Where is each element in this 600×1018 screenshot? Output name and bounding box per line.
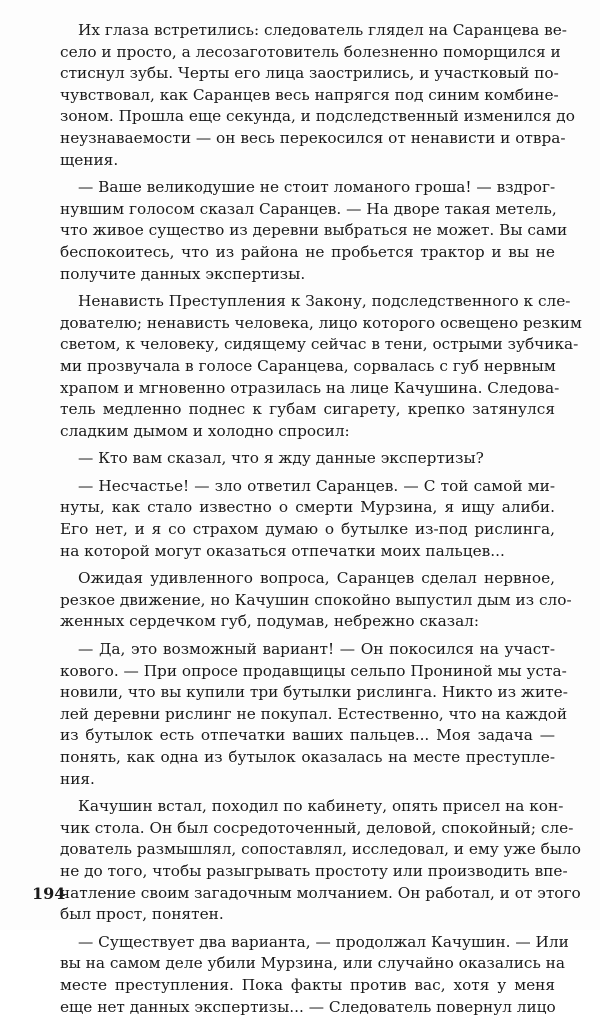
text-line: женных сердечком губ, подумав, небрежно сказал: — [60, 612, 480, 631]
text-line: зоном. Прошла еще секунда, и подследственный изменился до — [60, 107, 575, 126]
text-line: село и просто, а лесозаготовитель болезненно поморщился и — [60, 42, 561, 61]
text-line: храпом и мгновенно отразилась на лице Качушина. Следова- — [60, 378, 560, 397]
text-line: ния. — [60, 769, 95, 788]
text-line: месте преступления. Пока факты против вас, хотя у меня — [60, 975, 555, 994]
text-line: был прост, понятен. — [60, 905, 224, 924]
text-line: Качушин встал, походил по кабинету, опять присел на кон- — [78, 797, 564, 816]
text-line: — Ваше великодушие не стоит ломаного гроша! — вздрог- — [78, 178, 556, 197]
text-line: вы на самом деле убили Мурзина, или случайно оказались на — [60, 954, 565, 973]
text-line: новили, что вы купили три бутылки рислинга. Никто из жите- — [60, 683, 568, 702]
text-line: неузнаваемости — он весь перекосился от ненависти и отвра- — [60, 128, 566, 147]
paragraph — [60, 291, 582, 442]
paragraph — [60, 476, 555, 562]
text-line: нувшим голосом сказал Саранцев. — На дворе такая метель, — [60, 199, 557, 218]
text-line: Его нет, и я со страхом думаю о бутылке из-под рислинга, — [60, 520, 555, 539]
text-line: Их глаза встретились: следователь глядел на Саранцева ве- — [78, 21, 567, 39]
text-line: беспокоитесь, что из района не пробьется трактор и вы не — [60, 242, 555, 261]
paragraph — [60, 639, 568, 790]
text-line: из бутылок есть отпечатки ваших пальцев... Моя задача — — [60, 726, 555, 745]
paragraph — [60, 568, 572, 633]
page-number: 194 — [32, 884, 66, 903]
paragraph — [60, 932, 569, 1018]
text-line: — Несчастье! — зло ответил Саранцев. — С той самой ми- — [78, 476, 555, 495]
paragraph — [60, 448, 555, 470]
text-line: — Кто вам сказал, что я жду данные экспертизы? — [78, 449, 484, 468]
text-line: нуты, как стало известно о смерти Мурзина, я ищу алиби. — [60, 498, 555, 517]
text-line: Ожидая удивленного вопроса, Саранцев сделал нервное, — [78, 569, 555, 588]
text-line: получите данных экспертизы. — [60, 264, 306, 283]
text-line: чик стола. Он был сосредоточенный, деловой, спокойный; сле- — [60, 818, 574, 837]
text-line: тель медленно поднес к губам сигарету, крепко затянулся — [60, 400, 555, 419]
body-text — [60, 20, 582, 1018]
text-line: еще нет данных экспертизы... — Следователь повернул лицо — [60, 997, 556, 1016]
text-line: понять, как одна из бутылок оказалась на месте преступле- — [60, 748, 555, 766]
text-line: не до того, чтобы разыгрывать простоту или производить впе- — [60, 861, 568, 880]
text-line: резкое движение, но Качушин спокойно выпустил дым из сло- — [60, 590, 572, 609]
text-line: стиснул зубы. Черты его лица заострились, и участковый по- — [60, 64, 559, 83]
text-line: светом, к человеку, сидящему сейчас в тени, острыми зубчика- — [60, 335, 579, 354]
text-line: чатление своим загадочным молчанием. Он работал, и от этого — [60, 883, 581, 902]
text-line: на которой могут оказаться отпечатки моих пальцев... — [60, 541, 505, 560]
text-line: ми прозвучала в голосе Саранцева, сорвалась с губ нервным — [60, 356, 556, 375]
text-line: сладким дымом и холодно спросил: — [60, 421, 350, 440]
text-line: щения. — [60, 150, 119, 169]
paragraph — [60, 177, 568, 285]
text-line: Ненависть Преступления к Закону, подследственного к сле- — [78, 292, 571, 311]
paragraph — [60, 796, 581, 926]
text-line: дователь размышлял, сопоставлял, исследовал, и ему уже было — [60, 840, 581, 859]
text-line: дователю; ненависть человека, лицо которого освещено резким — [60, 313, 582, 332]
text-line: что живое существо из деревни выбраться не может. Вы сами — [60, 221, 568, 240]
paragraph — [60, 20, 575, 171]
text-line: лей деревни рислинг не покупал. Естественно, что на каждой — [60, 704, 568, 723]
text-line: — Да, это возможный вариант! — Он покосился на участ- — [78, 640, 555, 659]
text-line: кового. — При опросе продавщицы сельпо Прониной мы уста- — [60, 661, 567, 680]
text-line: чувствовал, как Саранцев весь напрягся под синим комбине- — [60, 85, 559, 104]
text-line: — Существует два варианта, — продолжал Качушин. — Или — [78, 932, 569, 951]
